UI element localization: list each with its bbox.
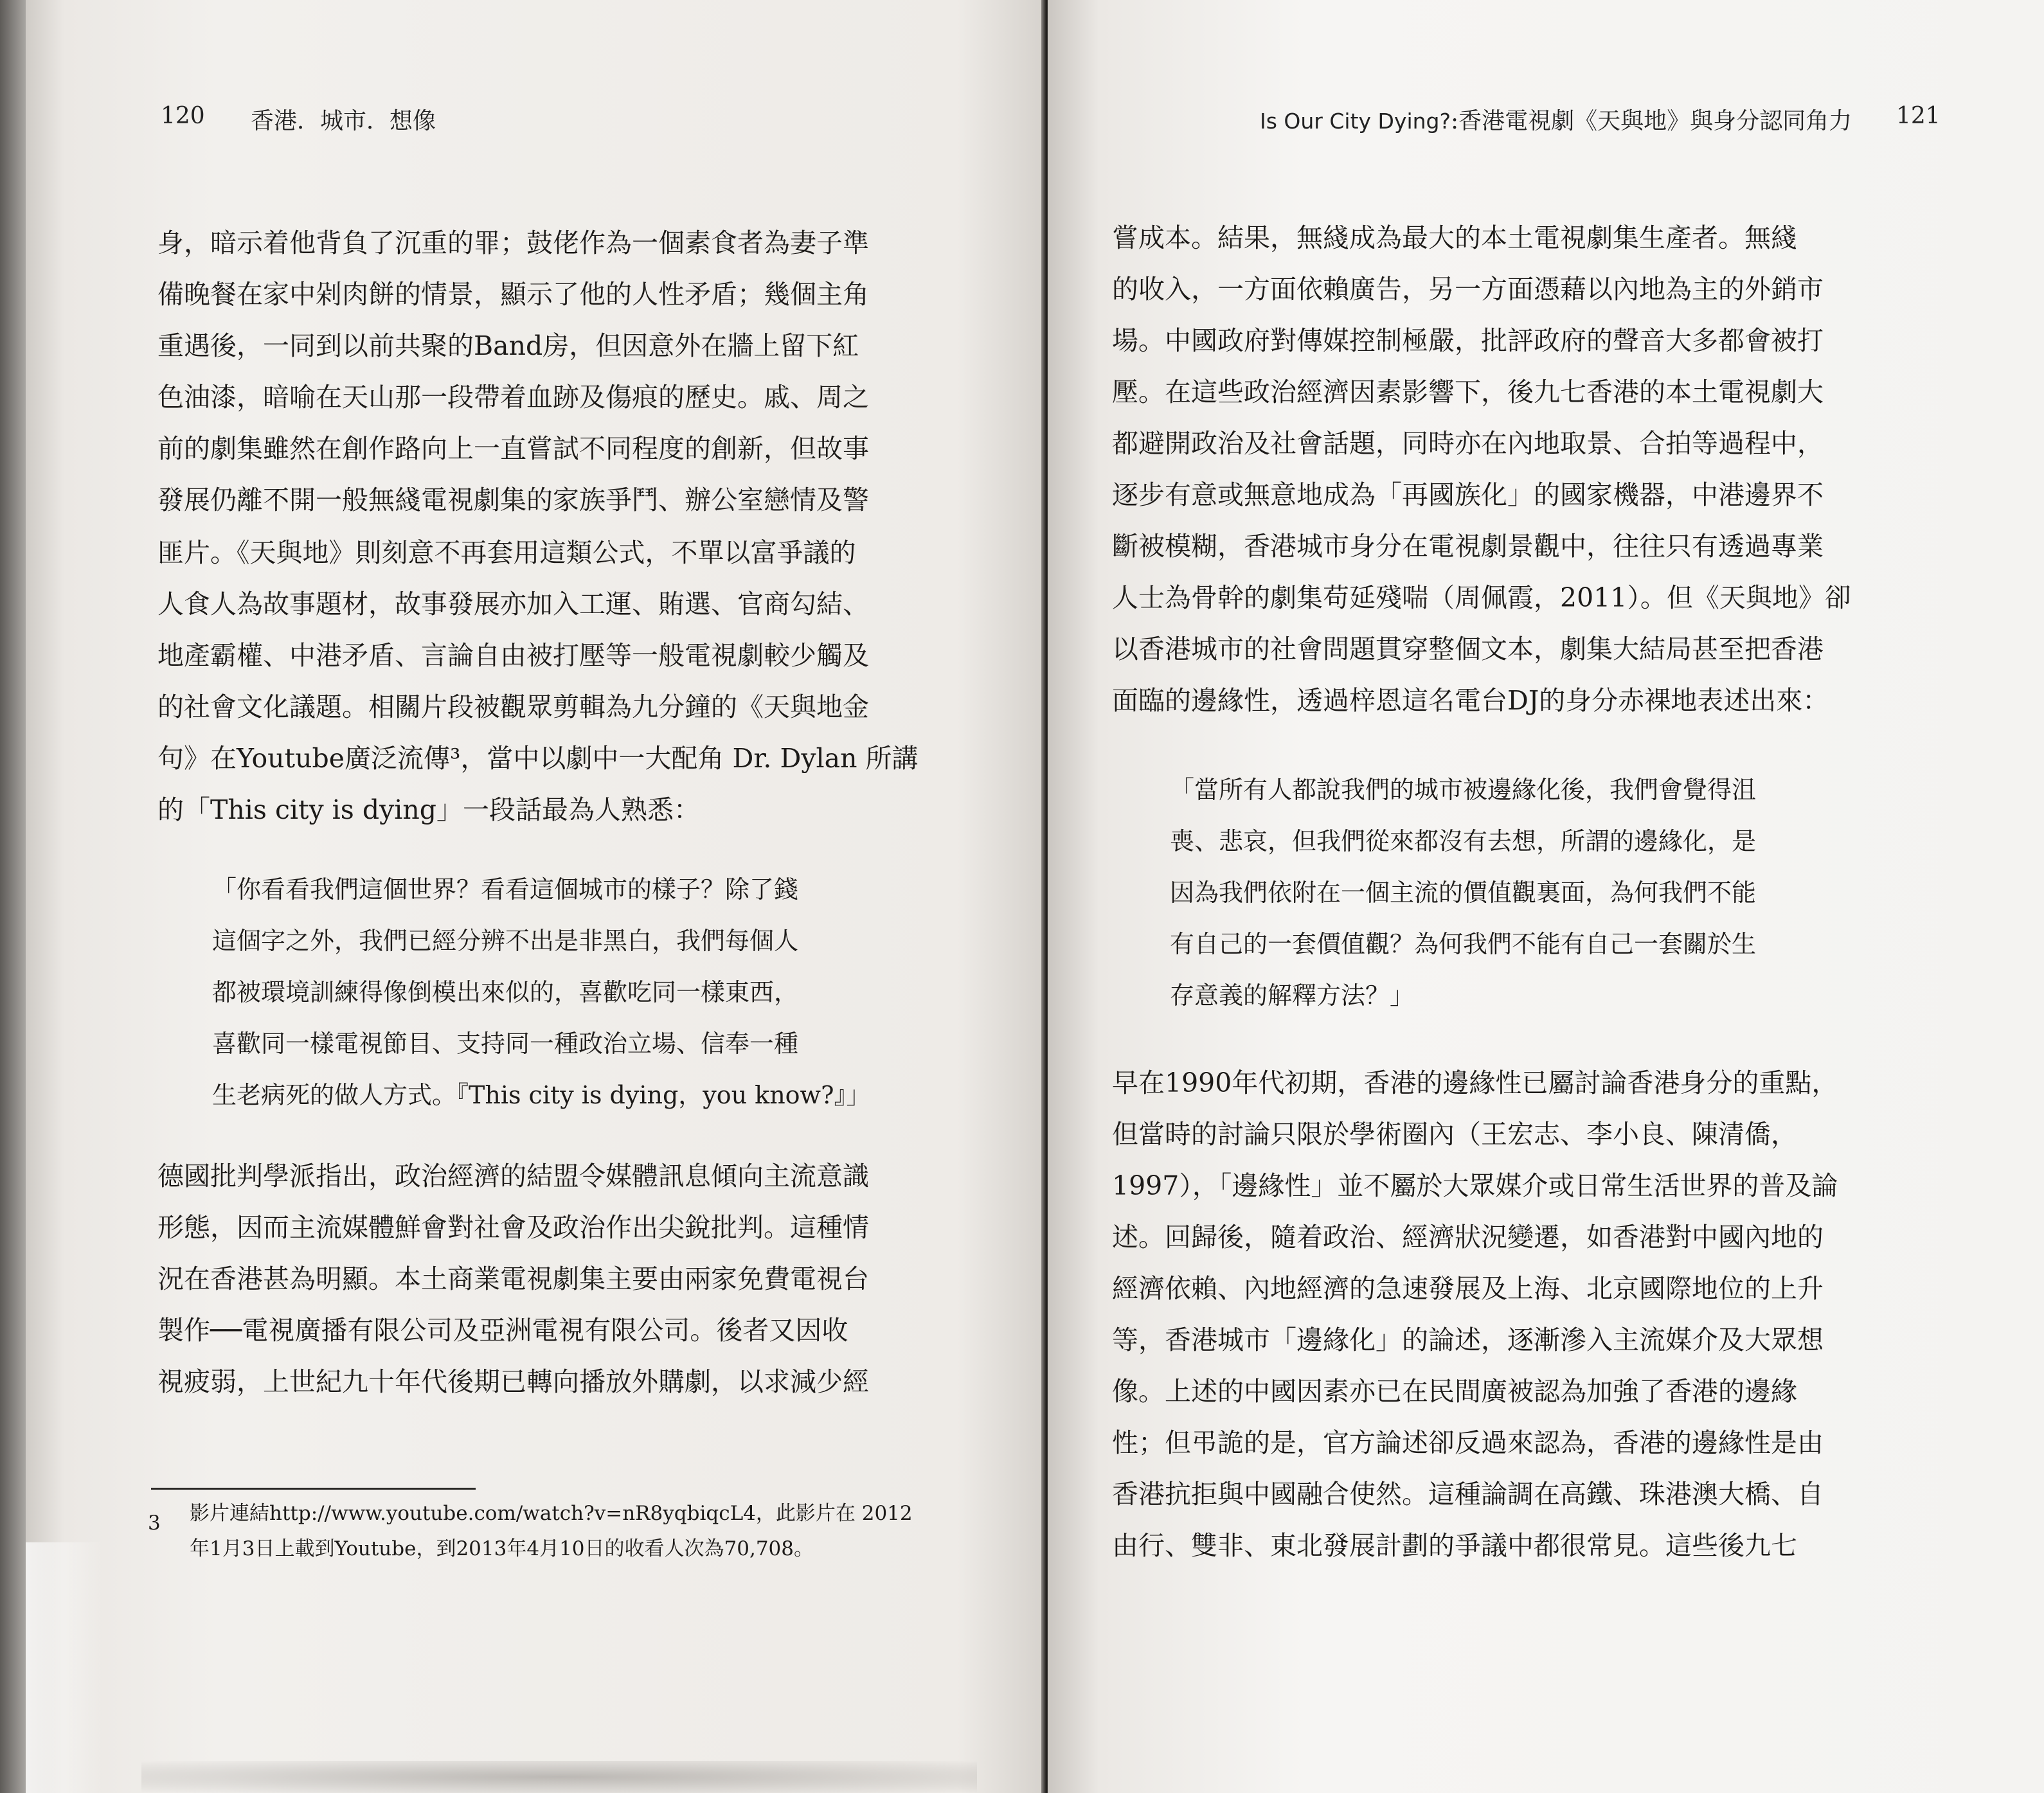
text-line: 經濟依賴、內地經濟的急速發展及上海、北京國際地位的上升 bbox=[1112, 1273, 1824, 1304]
text-line: 但當時的討論只限於學術圈內（王宏志、李小良、陳清僑， bbox=[1112, 1119, 1797, 1150]
running-head-title-en: Is Our City Dying? bbox=[1260, 109, 1451, 134]
text-line: 嘗成本。結果，無綫成為最大的本土電視劇集生產者。無綫 bbox=[1112, 222, 1797, 253]
text-line: 前的劇集雖然在創作路向上一直嘗試不同程度的創新，但故事 bbox=[157, 433, 869, 464]
text-line: 發展仍離不開一般無綫電視劇集的家族爭鬥、辦公室戀情及警 bbox=[157, 485, 869, 515]
text-line: 色油漆，暗喻在天山那一段帶着血跡及傷痕的歷史。戚、周之 bbox=[157, 382, 869, 413]
page-glare bbox=[26, 1542, 103, 1793]
text-line: 等，香港城市「邊緣化」的論述，逐漸滲入主流媒介及大眾想 bbox=[1112, 1325, 1824, 1355]
text-line: 人食人為故事題材，故事發展亦加入工運、賄選、官商勾結、 bbox=[157, 589, 869, 620]
text-line: 重遇後，一同到以前共聚的Band房，但因意外在牆上留下紅 bbox=[157, 330, 859, 361]
text-line: 性；但弔詭的是，官方論述卻反過來認為，香港的邊緣性是由 bbox=[1112, 1427, 1824, 1458]
quote-line: 喪、悲哀，但我們從來都沒有去想，所謂的邊緣化，是 bbox=[1170, 827, 1757, 855]
running-head-title-zh: :香港電視劇《天與地》與身分認同角力 bbox=[1451, 108, 1852, 134]
left-page bbox=[26, 0, 1044, 1793]
quote-line: 都被環境訓練得像倒模出來似的，喜歡吃同一樣東西， bbox=[212, 978, 799, 1006]
quote-line: 存意義的解釋方法？」 bbox=[1170, 981, 1415, 1010]
text-line: 地產霸權、中港矛盾、言論自由被打壓等一般電視劇較少觸及 bbox=[157, 640, 869, 671]
text-line: 句》在Youtube廣泛流傳³，當中以劇中一大配角 Dr. Dylan 所講 bbox=[157, 743, 919, 774]
footnote-number: 3 bbox=[148, 1512, 161, 1535]
text-line: 視疲弱，上世紀九十年代後期已轉向播放外購劇，以求減少經 bbox=[157, 1366, 869, 1397]
page-shadow bbox=[141, 1761, 977, 1793]
text-line: 逐步有意或無意地成為「再國族化」的國家機器，中港邊界不 bbox=[1112, 479, 1824, 510]
text-line: 早在1990年代初期，香港的邊緣性已屬討論香港身分的重點， bbox=[1112, 1067, 1838, 1098]
quote-line: 喜歡同一樣電視節目、支持同一種政治立場、信奉一種 bbox=[212, 1030, 799, 1058]
quote-line: 生老病死的做人方式。『This city is dying，you know?』」 bbox=[212, 1081, 871, 1109]
book-left-edge bbox=[0, 0, 26, 1793]
text-line: 德國批判學派指出，政治經濟的結盟令媒體訊息傾向主流意識 bbox=[157, 1161, 869, 1191]
text-line: 以香港城市的社會問題貫穿整個文本，劇集大結局甚至把香港 bbox=[1112, 634, 1824, 665]
left-running-head: 香港．城市．想像 bbox=[251, 108, 436, 134]
text-line: 形態，因而主流媒體鮮會對社會及政治作出尖銳批判。這種情 bbox=[157, 1212, 869, 1243]
footnote-rule bbox=[151, 1488, 476, 1490]
right-page bbox=[1048, 0, 2044, 1793]
text-line: 像。上述的中國因素亦已在民間廣被認為加強了香港的邊緣 bbox=[1112, 1376, 1797, 1407]
text-line: 人士為骨幹的劇集苟延殘喘（周佩霞，2011）。但《天與地》卻 bbox=[1112, 582, 1851, 613]
text-line: 場。中國政府對傳媒控制極嚴，批評政府的聲音大多都會被打 bbox=[1112, 325, 1824, 356]
left-page-number: 120 bbox=[161, 103, 205, 129]
text-line: 的「This city is dying」一段話最為人熟悉： bbox=[157, 794, 701, 825]
text-line: 的社會文化議題。相關片段被觀眾剪輯為九分鐘的《天與地金 bbox=[157, 691, 869, 722]
text-line: 由行、雙非、東北發展計劃的爭議中都很常見。這些後九七 bbox=[1112, 1530, 1797, 1561]
text-line: 匪片。《天與地》則刻意不再套用這類公式，不單以富爭議的 bbox=[157, 537, 856, 568]
text-line: 1997），「邊緣性」並不屬於大眾媒介或日常生活世界的普及論 bbox=[1112, 1170, 1838, 1201]
quote-line: 「你看看我們這個世界？看看這個城市的樣子？除了錢 bbox=[212, 875, 799, 904]
text-line: 備晚餐在家中剁肉餅的情景，顯示了他的人性矛盾；幾個主角 bbox=[157, 279, 869, 310]
text-line: 都避開政治及社會話題，同時亦在內地取景、合拍等過程中， bbox=[1112, 428, 1824, 459]
quote-line: 這個字之外，我們已經分辨不出是非黑白，我們每個人 bbox=[212, 927, 799, 955]
text-line: 面臨的邊緣性，透過梓恩這名電台DJ的身分赤裸地表述出來： bbox=[1112, 685, 1829, 716]
quote-line: 因為我們依附在一個主流的價值觀裏面，為何我們不能 bbox=[1170, 879, 1757, 907]
text-line: 香港抗拒與中國融合使然。這種論調在高鐵、珠港澳大橋、自 bbox=[1112, 1479, 1824, 1510]
text-line: 身，暗示着他背負了沉重的罪；鼓佬作為一個素食者為妻子準 bbox=[157, 227, 869, 258]
text-line: 製作──電視廣播有限公司及亞洲電視有限公司。後者又因收 bbox=[157, 1315, 848, 1346]
text-line: 述。回歸後，隨着政治、經濟狀況變遷，如香港對中國內地的 bbox=[1112, 1222, 1824, 1253]
text-line: 斷被模糊，香港城市身分在電視劇景觀中，往往只有透過專業 bbox=[1112, 531, 1824, 562]
text-line: 的收入，一方面依賴廣告，另一方面憑藉以內地為主的外銷市 bbox=[1112, 274, 1824, 305]
text-line: 況在香港甚為明顯。本土商業電視劇集主要由兩家免費電視台 bbox=[157, 1263, 869, 1294]
quote-line: 有自己的一套價值觀？為何我們不能有自己一套關於生 bbox=[1170, 930, 1757, 958]
right-page-number: 121 bbox=[1896, 103, 1941, 129]
footnote-line: 影片連結http://www.youtube.com/watch?v=nR8yqbiqcL4，此影片在 2012 bbox=[190, 1502, 913, 1525]
text-line: 壓。在這些政治經濟因素影響下，後九七香港的本土電視劇大 bbox=[1112, 377, 1824, 407]
right-running-head bbox=[1260, 103, 1852, 136]
quote-line: 「當所有人都說我們的城市被邊緣化後，我們會覺得沮 bbox=[1170, 776, 1757, 804]
footnote-line: 年1月3日上載到Youtube，到2013年4月10日的收看人次為70,708。 bbox=[190, 1537, 814, 1560]
